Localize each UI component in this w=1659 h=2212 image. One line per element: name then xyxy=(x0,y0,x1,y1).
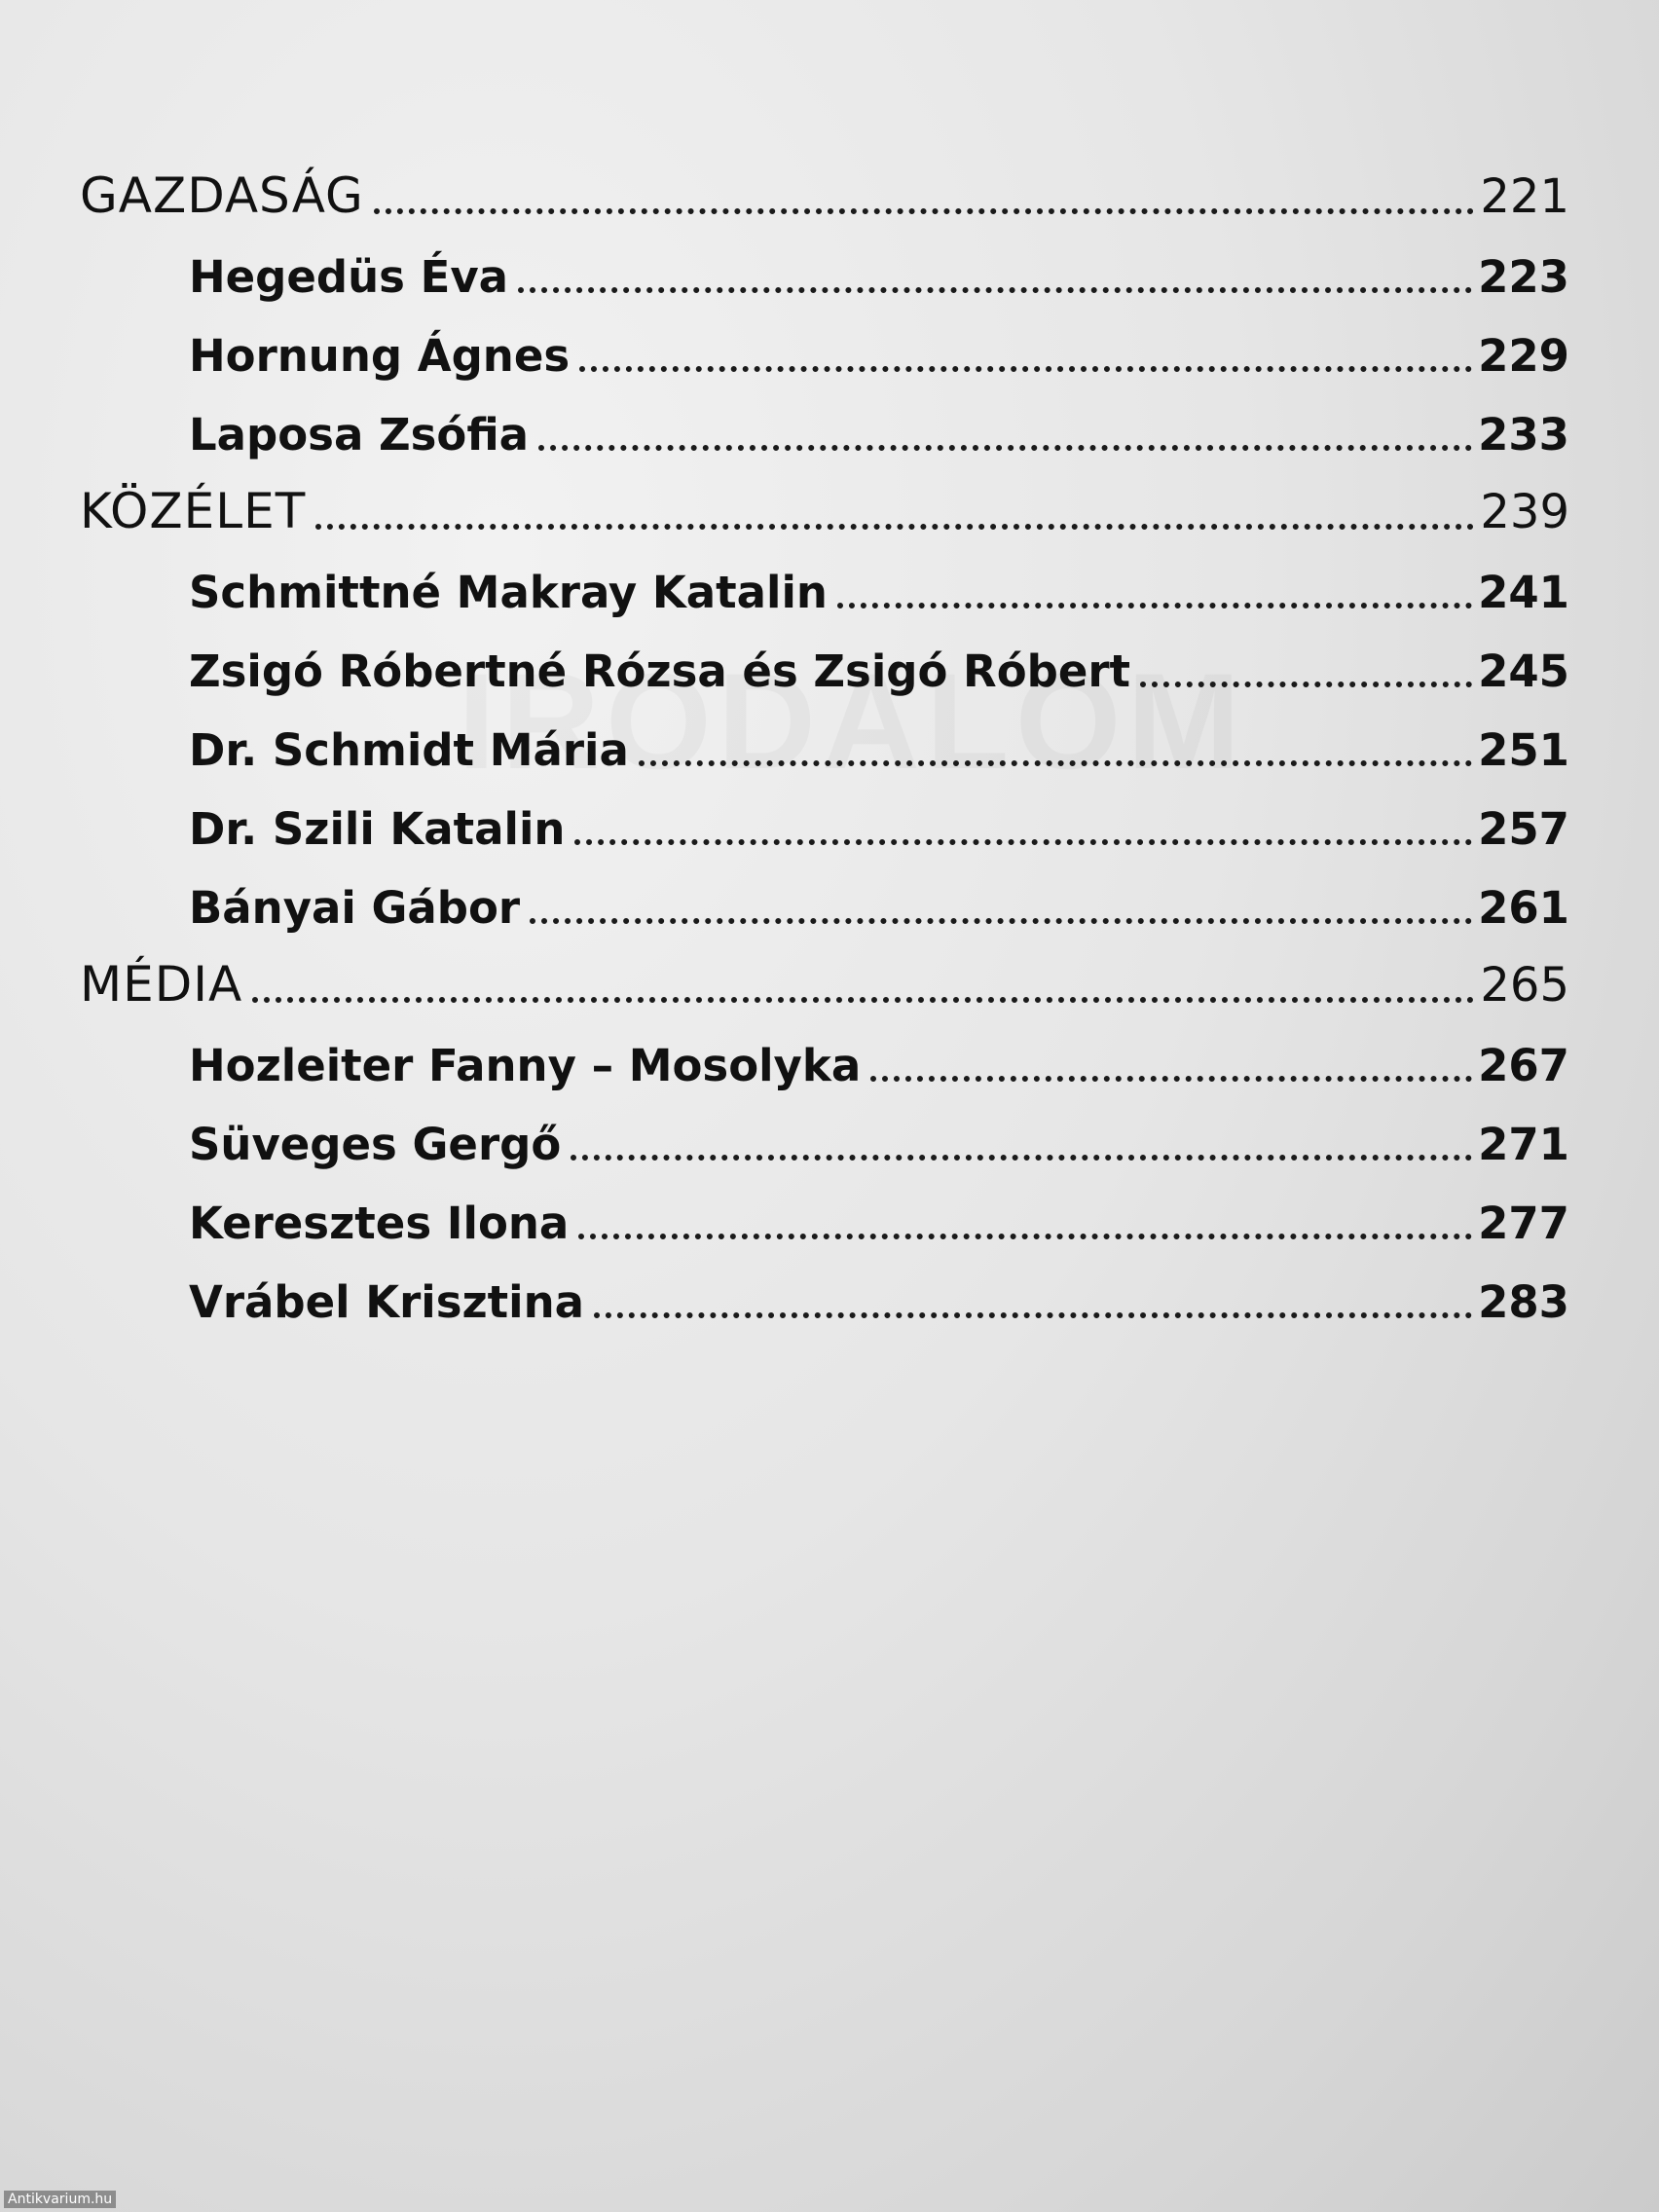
toc-page-number: 223 xyxy=(1478,251,1569,303)
toc-section-title: GAZDASÁG xyxy=(80,167,364,224)
dot-leader xyxy=(594,1312,1472,1318)
dot-leader xyxy=(870,1076,1472,1082)
toc-page-number: 257 xyxy=(1478,803,1569,855)
dot-leader xyxy=(1140,682,1472,687)
dot-leader xyxy=(837,603,1472,608)
toc-entry-title: Zsigó Róbertné Rózsa és Zsigó Róbert xyxy=(189,645,1131,697)
table-of-contents xyxy=(80,151,1569,1334)
dot-leader xyxy=(639,760,1472,766)
toc-entry-row xyxy=(80,387,1569,466)
toc-page-number: 271 xyxy=(1478,1119,1569,1170)
toc-section-title: KÖZÉLET xyxy=(80,483,307,539)
toc-section-row xyxy=(80,151,1569,230)
toc-section-row xyxy=(80,466,1569,545)
dot-leader xyxy=(579,366,1472,372)
toc-entry-title: Laposa Zsófia xyxy=(189,409,530,461)
dot-leader xyxy=(538,445,1472,451)
toc-page-number: 229 xyxy=(1478,330,1569,382)
toc-entry-row xyxy=(80,624,1569,703)
toc-section-title: MÉDIA xyxy=(80,956,243,1013)
dot-leader xyxy=(252,997,1474,1003)
toc-entry-row xyxy=(80,861,1569,940)
toc-section-row xyxy=(80,940,1569,1018)
toc-entry-row xyxy=(80,230,1569,309)
toc-entry-title: Keresztes Ilona xyxy=(189,1198,570,1249)
toc-entry-row xyxy=(80,1176,1569,1255)
toc-entry-row xyxy=(80,545,1569,624)
footer-watermark-label: Antikvarium.hu xyxy=(4,2191,116,2208)
toc-page-number: 245 xyxy=(1478,645,1569,697)
toc-entry-title: Bányai Gábor xyxy=(189,882,521,934)
toc-page-number: 241 xyxy=(1478,567,1569,618)
dot-leader xyxy=(518,287,1472,293)
toc-entry-title: Hegedüs Éva xyxy=(189,251,509,303)
dot-leader xyxy=(574,839,1472,845)
toc-entry-row xyxy=(80,1018,1569,1097)
toc-page-number: 239 xyxy=(1480,485,1569,539)
toc-entry-title: Süveges Gergő xyxy=(189,1119,562,1170)
toc-entry-row xyxy=(80,1097,1569,1176)
toc-entry-row xyxy=(80,309,1569,387)
toc-entry-row xyxy=(80,782,1569,861)
dot-leader xyxy=(578,1234,1472,1239)
toc-page-number: 261 xyxy=(1478,882,1569,934)
toc-page-number: 267 xyxy=(1478,1040,1569,1091)
toc-page-number: 277 xyxy=(1478,1198,1569,1249)
toc-page-number: 251 xyxy=(1478,724,1569,776)
dot-leader xyxy=(374,208,1475,214)
toc-entry-row xyxy=(80,703,1569,782)
toc-page-number: 265 xyxy=(1480,958,1569,1013)
toc-page-number: 233 xyxy=(1478,409,1569,461)
toc-entry-title: Schmittné Makray Katalin xyxy=(189,567,828,618)
toc-entry-title: Dr. Szili Katalin xyxy=(189,803,566,855)
toc-entry-title: Hozleiter Fanny – Mosolyka xyxy=(189,1040,862,1091)
toc-entry-title: Hornung Ágnes xyxy=(189,330,571,382)
dot-leader xyxy=(571,1155,1472,1161)
dot-leader xyxy=(530,918,1472,924)
dot-leader xyxy=(315,524,1474,530)
toc-page-number: 221 xyxy=(1480,169,1569,224)
toc-entry-title: Vrábel Krisztina xyxy=(189,1276,585,1328)
toc-entry-row xyxy=(80,1255,1569,1334)
toc-entry-title: Dr. Schmidt Mária xyxy=(189,724,629,776)
toc-page-number: 283 xyxy=(1478,1276,1569,1328)
